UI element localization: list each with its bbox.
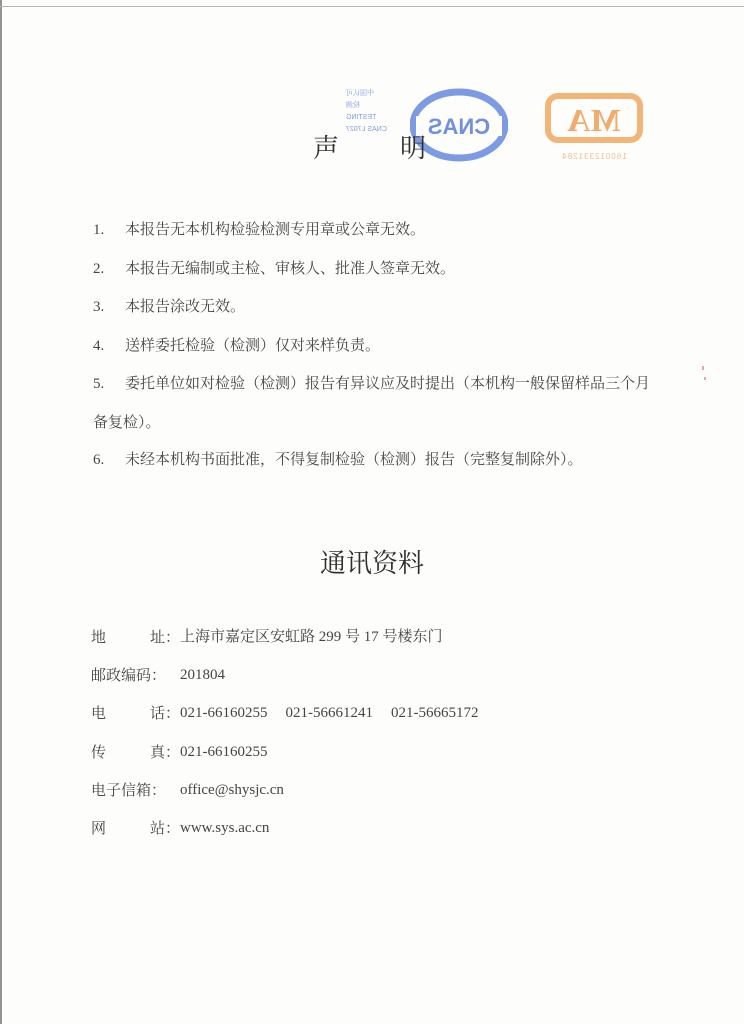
fax-value: 021-66160255 xyxy=(180,743,268,760)
phone-values xyxy=(180,698,479,736)
contact-fax-row xyxy=(91,737,691,775)
scan-speck xyxy=(704,377,706,380)
email-label: 电子信箱： xyxy=(91,780,167,799)
declaration-item-4: 4. 送样委托检验（检测）仅对来样负责。 xyxy=(93,335,381,354)
declaration-item-1: 1. 本报告无本机构检验检测专用章或公章无效。 xyxy=(93,220,426,238)
cma-seal-number: 160012331284 xyxy=(561,152,627,161)
cnas-logo-text: CNAS xyxy=(427,114,491,139)
phone-number-3: 021-56665172 xyxy=(391,705,479,722)
contact-email-row xyxy=(91,775,691,813)
phone-label: 电 话： xyxy=(91,704,180,723)
declaration-item-5: 5. 委托单位如对检验（检测）报告有异议应及时提出（本机构一般保留样品三个月备复检）。 xyxy=(93,374,651,431)
scan-edge-top xyxy=(0,6,744,7)
contact-list xyxy=(91,622,691,851)
declaration-item-6: 6. 未经本机构书面批准，不得复制检验（检测）报告（完整复制除外）。 xyxy=(93,450,583,468)
phone-number-2: 021-56661241 xyxy=(285,705,373,722)
declaration-list xyxy=(93,211,653,480)
declaration-item-2: 2. 本报告无编制或主检、审核人、批准人签章无效。 xyxy=(93,258,456,277)
contact-title: 通讯资料 xyxy=(319,549,424,579)
cma-logo-text: MA xyxy=(567,102,621,138)
email-value: office@shysjc.cn xyxy=(180,781,284,798)
declaration-title: 声 明 xyxy=(313,134,427,164)
contact-phone-row xyxy=(91,698,691,736)
contact-website-row xyxy=(91,813,691,851)
postcode-label: 邮政编码： xyxy=(91,666,167,685)
address-value: 上海市嘉定区安虹路 299 号 17 号楼东门 xyxy=(180,629,443,645)
declaration-item-3: 3. 本报告涂改无效。 xyxy=(93,297,246,315)
address-label: 地 址： xyxy=(91,628,180,646)
contact-address-row xyxy=(91,622,691,660)
fax-label: 传 真： xyxy=(91,742,180,761)
cnas-seal-text: 中国认可 检测 TESTING CNAS L7027 xyxy=(346,90,387,133)
website-value: www.sys.ac.cn xyxy=(180,819,270,836)
phone-number-1: 021-66160255 xyxy=(180,705,268,722)
scan-speck xyxy=(702,366,704,370)
website-label: 网 站： xyxy=(91,818,180,837)
contact-postcode-row xyxy=(91,660,691,698)
postcode-value: 201804 xyxy=(180,667,225,684)
